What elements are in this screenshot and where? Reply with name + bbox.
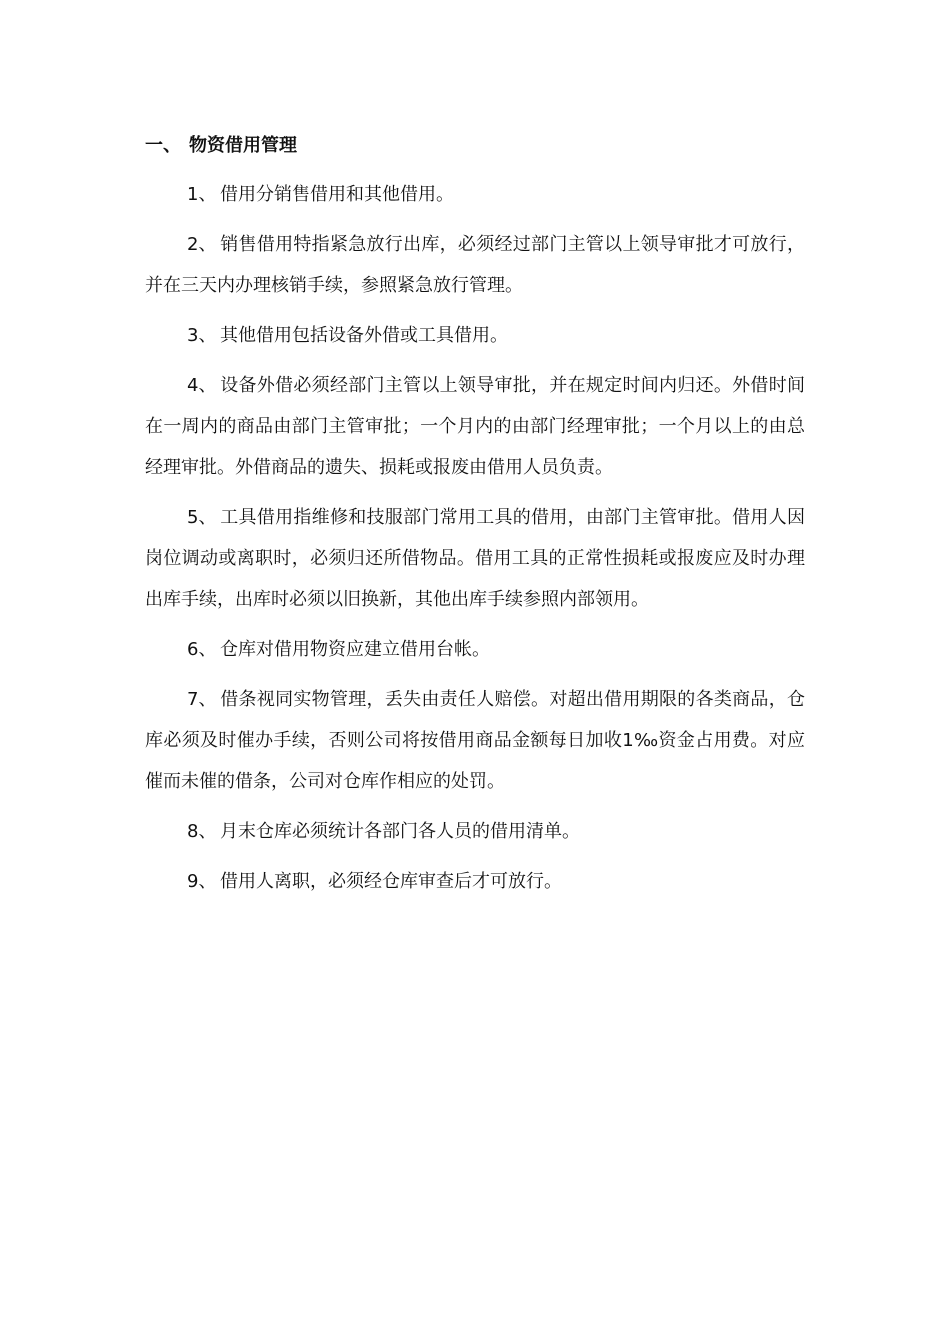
item-number: 9、 [187,871,217,892]
section-heading [145,132,805,160]
list-item [145,174,805,215]
item-text: 销售借用特指紧急放行出库，必须经过部门主管以上领导审批才可放行，并在三天内办理核销手续，参照紧急放行管理。 [145,234,805,296]
item-number: 4、 [187,375,217,396]
item-number: 2、 [187,234,217,255]
list-item [145,365,805,488]
item-text: 借条视同实物管理，丢失由责任人赔偿。对超出借用期限的各类商品，仓库必须及时催办手续，否则公司将按借用商品金额每日加收1‰资金占用费。对应催而未催的借条，公司对仓库作相应的处罚。 [145,689,805,792]
item-number: 7、 [187,689,217,710]
document-body [145,132,805,911]
item-text: 设备外借必须经部门主管以上领导审批，并在规定时间内归还。外借时间在一周内的商品由部门主管审批；一个月内的由部门经理审批；一个月以上的由总经理审批。外借商品的遗失、损耗或报废由借用人员负责。 [145,375,805,478]
section-title: 物资借用管理 [189,135,297,156]
list-item [145,861,805,902]
list-item [145,629,805,670]
item-text: 仓库对借用物资应建立借用台帐。 [220,639,490,660]
list-item [145,315,805,356]
item-number: 3、 [187,325,217,346]
list-item [145,679,805,802]
list-item [145,497,805,620]
list-item [145,224,805,306]
item-number: 1、 [187,184,217,205]
item-text: 工具借用指维修和技服部门常用工具的借用，由部门主管审批。借用人因岗位调动或离职时，必须归还所借物品。借用工具的正常性损耗或报废应及时办理出库手续，出库时必须以旧换新，其他出库手续参照内部领用。 [145,507,805,610]
item-text: 借用人离职，必须经仓库审查后才可放行。 [220,871,562,892]
item-number: 8、 [187,821,217,842]
section-number: 一、 [145,135,181,156]
item-text: 月末仓库必须统计各部门各人员的借用清单。 [220,821,580,842]
item-number: 6、 [187,639,217,660]
item-text: 借用分销售借用和其他借用。 [220,184,454,205]
list-item [145,811,805,852]
item-number: 5、 [187,507,217,528]
item-text: 其他借用包括设备外借或工具借用。 [220,325,508,346]
